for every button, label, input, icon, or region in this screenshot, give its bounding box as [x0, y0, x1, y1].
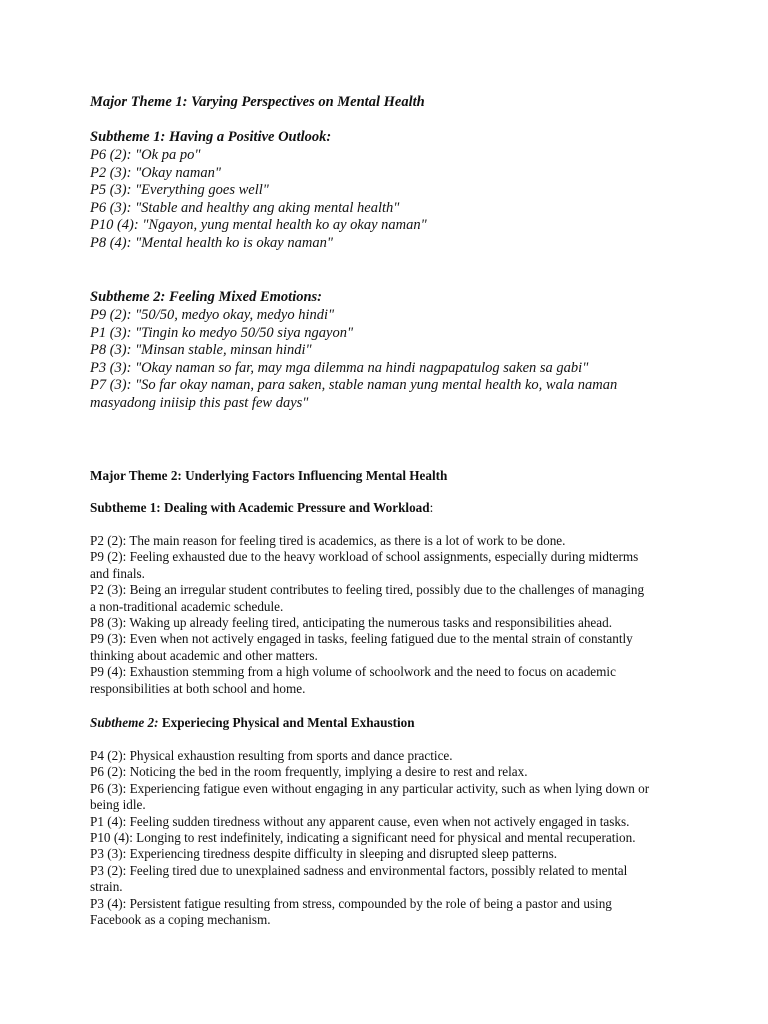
quote-line: P8 (3): "Minsan stable, minsan hindi" — [90, 342, 312, 359]
statement-line: P3 (4): Persistent fatigue resulting from stress, compounded by the role of being a pastor and using — [90, 895, 612, 911]
quote-line: P8 (4): "Mental health ko is okay naman" — [90, 234, 333, 251]
theme2-subtheme2-statements — [90, 748, 690, 928]
theme2-subtheme1-heading: Subtheme 1: Dealing with Academic Pressure and Workload: — [90, 500, 434, 515]
quote-line: masyadong iniisip this past few days" — [90, 394, 309, 411]
statement-line: P8 (3): Waking up already feeling tired, anticipating the numerous tasks and responsibilities ahead. — [90, 615, 613, 631]
theme1-subtheme2-heading: Subtheme 2: Feeling Mixed Emotions: — [90, 289, 323, 305]
statement-line: strain. — [90, 879, 123, 895]
statement-line: being idle. — [90, 797, 146, 813]
statement-line: P9 (2): Feeling exhausted due to the heavy workload of school assignments, especially during midterms — [90, 549, 639, 565]
quote-line: P2 (3): "Okay naman" — [90, 164, 221, 181]
major-theme-1-title: Major Theme 1: Varying Perspectives on Mental Health — [90, 94, 425, 110]
statement-line: Facebook as a coping mechanism. — [90, 912, 271, 928]
quote-line: P5 (3): "Everything goes well" — [90, 182, 269, 199]
statement-line: responsibilities at both school and home. — [90, 680, 306, 696]
quote-line: P10 (4): "Ngayon, yung mental health ko ay okay naman" — [90, 217, 427, 234]
statement-line: a non-traditional academic schedule. — [90, 598, 284, 614]
quote-line: P1 (3): "Tingin ko medyo 50/50 siya ngayon" — [90, 324, 354, 341]
statement-line: P9 (4): Exhaustion stemming from a high volume of schoolwork and the need to focus on academic — [90, 664, 616, 680]
statement-line: P3 (2): Feeling tired due to unexplained sadness and environmental factors, possibly related to mental — [90, 862, 628, 878]
statement-line: P6 (3): Experiencing fatigue even without engaging in any particular activity, such as when lying down or — [90, 780, 650, 796]
statement-line: P2 (2): The main reason for feeling tired is academics, as there is a lot of work to be done. — [90, 533, 566, 548]
statement-line: P4 (2): Physical exhaustion resulting from sports and dance practice. — [90, 748, 453, 763]
statement-line: P3 (3): Experiencing tiredness despite difficulty in sleeping and disrupted sleep patterns. — [90, 846, 558, 862]
theme2-subtheme1-statements — [90, 533, 690, 697]
statement-line: P9 (3): Even when not actively engaged in tasks, feeling fatigued due to the mental strain of constantly — [90, 631, 633, 647]
statement-line: P1 (4): Feeling sudden tiredness without any apparent cause, even when not actively engaged in tasks. — [90, 813, 630, 829]
theme2-subtheme2-heading: Subtheme 2: Experiecing Physical and Mental Exhaustion — [90, 715, 415, 730]
theme1-subtheme1-heading: Subtheme 1: Having a Positive Outlook: — [90, 129, 332, 145]
theme1-subtheme2-quotes — [90, 307, 690, 413]
statement-line: thinking about academic and other matters. — [90, 647, 318, 663]
theme1-subtheme1-quotes — [90, 147, 690, 253]
quote-line: P6 (2): "Ok pa po" — [90, 147, 201, 163]
quote-line: P9 (2): "50/50, medyo okay, medyo hindi" — [90, 307, 335, 323]
statement-line: P10 (4): Longing to rest indefinitely, indicating a significant need for physical and mental recuperation. — [90, 830, 636, 846]
quote-line: P7 (3): "So far okay naman, para saken, stable naman yung mental health ko, wala naman — [90, 377, 618, 394]
quote-line: P3 (3): "Okay naman so far, may mga dilemma na hindi nagpapatulog saken sa gabi" — [90, 359, 589, 376]
quote-line: P6 (3): "Stable and healthy ang aking mental health" — [90, 199, 400, 216]
statement-line: P2 (3): Being an irregular student contributes to feeling tired, possibly due to the challenges of managing — [90, 582, 645, 598]
statement-line: P6 (2): Noticing the bed in the room frequently, implying a desire to rest and relax. — [90, 764, 528, 780]
major-theme-2-title: Major Theme 2: Underlying Factors Influencing Mental Health — [90, 468, 448, 483]
statement-line: and finals. — [90, 565, 145, 581]
